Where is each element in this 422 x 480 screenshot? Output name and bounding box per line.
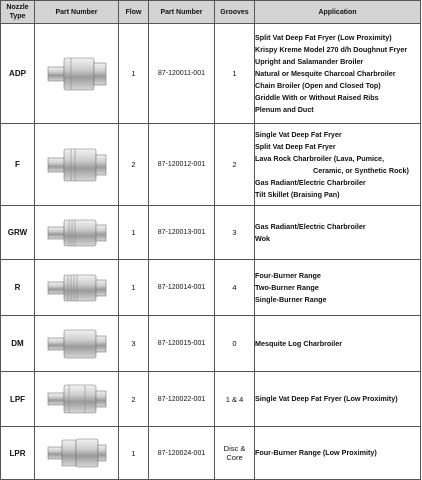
part-number-value: 87-120014-001 bbox=[149, 260, 215, 316]
application-item: Single Vat Deep Fat Fryer bbox=[255, 129, 342, 139]
header-flow: Flow bbox=[119, 1, 149, 24]
application-item: Two-Burner Range bbox=[255, 282, 319, 292]
nozzle-type: R bbox=[1, 260, 35, 316]
table-row bbox=[1, 316, 421, 372]
nozzle-lpr-icon bbox=[47, 437, 107, 469]
flow-value: 1 bbox=[119, 206, 149, 260]
application-item: Four-Burner Range bbox=[255, 270, 321, 280]
application-item: Ceramic, or Synthetic Rock) bbox=[313, 165, 409, 175]
flow-value: 1 bbox=[119, 427, 149, 480]
grooves-line: Core bbox=[226, 453, 243, 462]
grooves-value: 1 & 4 bbox=[215, 372, 255, 427]
header-nozzle-type bbox=[1, 1, 35, 24]
part-number-value: 87-120022-001 bbox=[149, 372, 215, 427]
application-item: Tilt Skillet (Braising Pan) bbox=[255, 189, 340, 199]
nozzle-type: ADP bbox=[1, 24, 35, 124]
table-row bbox=[1, 260, 421, 316]
application-item: Plenum and Duct bbox=[255, 104, 314, 114]
flow-value: 2 bbox=[119, 124, 149, 206]
application-item: Single-Burner Range bbox=[255, 294, 327, 304]
table-row bbox=[1, 372, 421, 427]
header-row bbox=[1, 1, 421, 24]
table-row bbox=[1, 24, 421, 124]
nozzle-type: GRW bbox=[1, 206, 35, 260]
application-item: Wok bbox=[255, 233, 271, 243]
nozzle-image bbox=[35, 372, 119, 427]
nozzle-type: DM bbox=[1, 316, 35, 372]
nozzle-image bbox=[35, 427, 119, 480]
nozzle-image bbox=[35, 124, 119, 206]
application-item: Krispy Kreme Model 270 d/h Doughnut Fryer bbox=[255, 44, 408, 54]
application-item: Gas Radiant/Electric Charbroiler bbox=[255, 177, 366, 187]
grooves-value: 1 bbox=[215, 24, 255, 124]
application-list bbox=[255, 124, 421, 206]
grooves-value: 0 bbox=[215, 316, 255, 372]
grooves-value: 3 bbox=[215, 206, 255, 260]
application-item: Split Vat Deep Fat Fryer bbox=[255, 141, 336, 151]
nozzle-grw-icon bbox=[47, 218, 107, 248]
header-application: Application bbox=[255, 1, 421, 24]
application-item: Split Vat Deep Fat Fryer (Low Proximity) bbox=[255, 32, 392, 42]
application-item: Four-Burner Range (Low Proximity) bbox=[255, 448, 377, 457]
flow-value: 2 bbox=[119, 372, 149, 427]
flow-value: 1 bbox=[119, 24, 149, 124]
application-item: Single Vat Deep Fat Fryer (Low Proximity) bbox=[255, 394, 398, 403]
grooves-value: 4 bbox=[215, 260, 255, 316]
application-item: Upright and Salamander Broiler bbox=[255, 56, 364, 66]
table-row bbox=[1, 124, 421, 206]
application-list bbox=[255, 372, 421, 427]
nozzle-image bbox=[35, 24, 119, 124]
grooves-line: Disc & bbox=[223, 444, 246, 453]
nozzle-f-icon bbox=[47, 145, 107, 185]
application-list bbox=[255, 206, 421, 260]
nozzle-image bbox=[35, 206, 119, 260]
part-number-value: 87-120011-001 bbox=[149, 24, 215, 124]
nozzle-r-icon bbox=[47, 273, 107, 303]
nozzle-adp-icon bbox=[47, 53, 107, 95]
part-number-value: 87-120012-001 bbox=[149, 124, 215, 206]
flow-value: 3 bbox=[119, 316, 149, 372]
header-part-number: Part Number bbox=[149, 1, 215, 24]
part-number-value: 87-120024-001 bbox=[149, 427, 215, 480]
nozzle-image bbox=[35, 316, 119, 372]
application-item: Lava Rock Charbroiler (Lava, Pumice, bbox=[255, 153, 385, 163]
grooves-value: 2 bbox=[215, 124, 255, 206]
header-nozzle-type-line2: Type bbox=[9, 13, 26, 20]
nozzle-image bbox=[35, 260, 119, 316]
nozzle-type: LPF bbox=[1, 372, 35, 427]
application-list bbox=[255, 24, 421, 124]
application-item: Chain Broiler (Open and Closed Top) bbox=[255, 80, 381, 90]
header-grooves: Grooves bbox=[215, 1, 255, 24]
nozzle-lpf-icon bbox=[47, 383, 107, 415]
application-item: Natural or Mesquite Charcoal Charbroiler bbox=[255, 68, 396, 78]
table-row bbox=[1, 206, 421, 260]
application-list bbox=[255, 260, 421, 316]
nozzle-dm-icon bbox=[47, 328, 107, 360]
header-nozzle-type-line1: Nozzle bbox=[6, 4, 29, 11]
nozzle-type: F bbox=[1, 124, 35, 206]
application-list bbox=[255, 316, 421, 372]
flow-value: 1 bbox=[119, 260, 149, 316]
application-item: Mesquite Log Charbroiler bbox=[255, 338, 343, 348]
nozzle-type: LPR bbox=[1, 427, 35, 480]
application-list bbox=[255, 427, 421, 480]
application-item: Gas Radiant/Electric Charbroiler bbox=[255, 221, 366, 231]
grooves-value bbox=[215, 427, 255, 480]
header-part-number-image: Part Number bbox=[35, 1, 119, 24]
table-row bbox=[1, 427, 421, 480]
application-item: Griddle With or Without Raised Ribs bbox=[255, 92, 379, 102]
part-number-value: 87-120013-001 bbox=[149, 206, 215, 260]
part-number-value: 87-120015-001 bbox=[149, 316, 215, 372]
